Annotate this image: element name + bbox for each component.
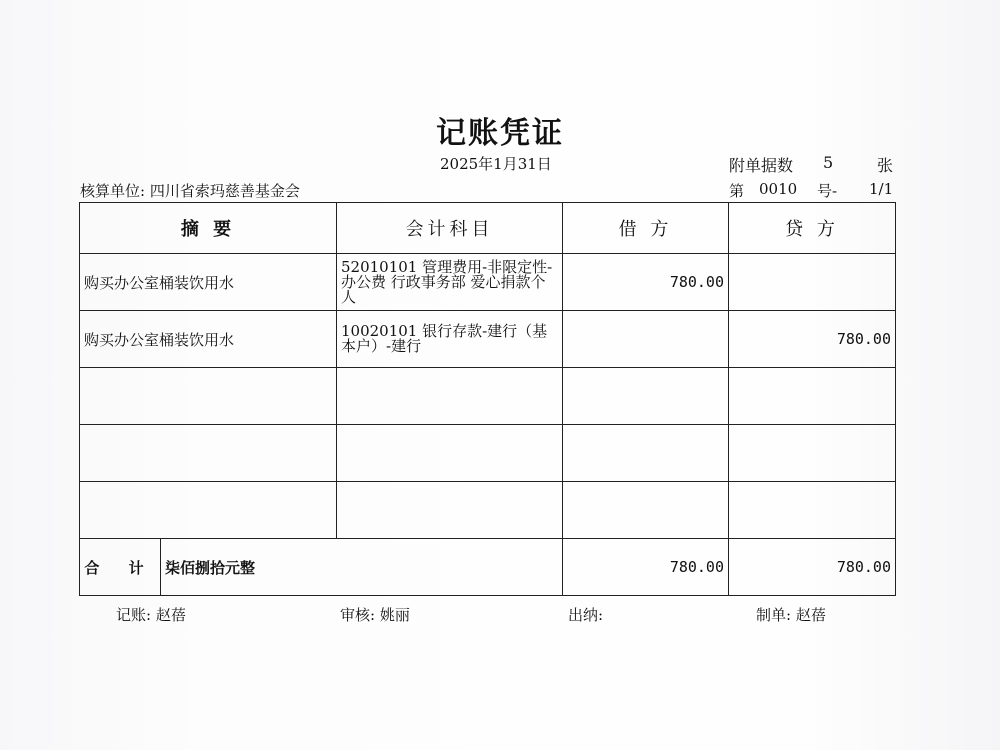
voucher-title: 记账凭证 [436, 116, 564, 151]
total-debit: 780.00 [563, 539, 729, 596]
total-row [80, 539, 896, 596]
row-credit: 780.00 [729, 311, 896, 368]
total-amount-words: 柒佰捌拾元整 [165, 558, 256, 577]
row-summary [80, 368, 337, 425]
voucher-page-count: 1/1 [869, 180, 894, 198]
table-row [80, 254, 896, 311]
row-account [337, 368, 563, 425]
voucher-date: 2025年1月31日 [440, 155, 552, 173]
row-summary [80, 425, 337, 482]
footer-cashier: 出纳: [568, 606, 604, 624]
attachment-label: 附单据数 [729, 156, 794, 175]
header-row [80, 203, 896, 254]
voucher-number-suffix: 号- [817, 182, 838, 200]
row-summary: 购买办公室桶装饮用水 [80, 254, 337, 311]
accounting-unit: 核算单位: 四川省索玛慈善基金会 [80, 182, 300, 200]
attachment-unit: 张 [877, 156, 894, 175]
total-cell [80, 539, 563, 596]
row-summary: 购买办公室桶装饮用水 [80, 311, 337, 368]
header-debit: 借 方 [563, 203, 729, 254]
total-credit: 780.00 [729, 539, 896, 596]
row-debit [563, 311, 729, 368]
row-credit [729, 425, 896, 482]
row-account [337, 482, 563, 539]
total-label: 合 计 [80, 539, 161, 595]
voucher-number-prefix: 第 [729, 182, 745, 200]
table-row [80, 311, 896, 368]
footer-reviewer: 审核: 姚丽 [340, 606, 410, 624]
row-debit [563, 368, 729, 425]
row-account: 52010101 管理费用-非限定性-办公费 行政事务部 爱心捐款个人 [337, 254, 563, 311]
row-debit [563, 425, 729, 482]
row-credit [729, 368, 896, 425]
row-credit [729, 482, 896, 539]
voucher-table [79, 202, 896, 596]
attachment-number: 5 [823, 153, 834, 172]
footer-bookkeeper: 记账: 赵蓓 [116, 606, 186, 624]
header-credit: 贷 方 [729, 203, 896, 254]
row-debit: 780.00 [563, 254, 729, 311]
voucher-number-value: 0010 [759, 180, 798, 198]
table-row [80, 425, 896, 482]
table-row [80, 482, 896, 539]
footer-preparer: 制单: 赵蓓 [756, 606, 826, 624]
row-account [337, 425, 563, 482]
row-credit [729, 254, 896, 311]
table-row [80, 368, 896, 425]
header-account: 会计科目 [337, 203, 563, 254]
row-summary [80, 482, 337, 539]
header-summary: 摘 要 [80, 203, 337, 254]
row-account: 10020101 银行存款-建行（基本户）-建行 [337, 311, 563, 368]
row-debit [563, 482, 729, 539]
